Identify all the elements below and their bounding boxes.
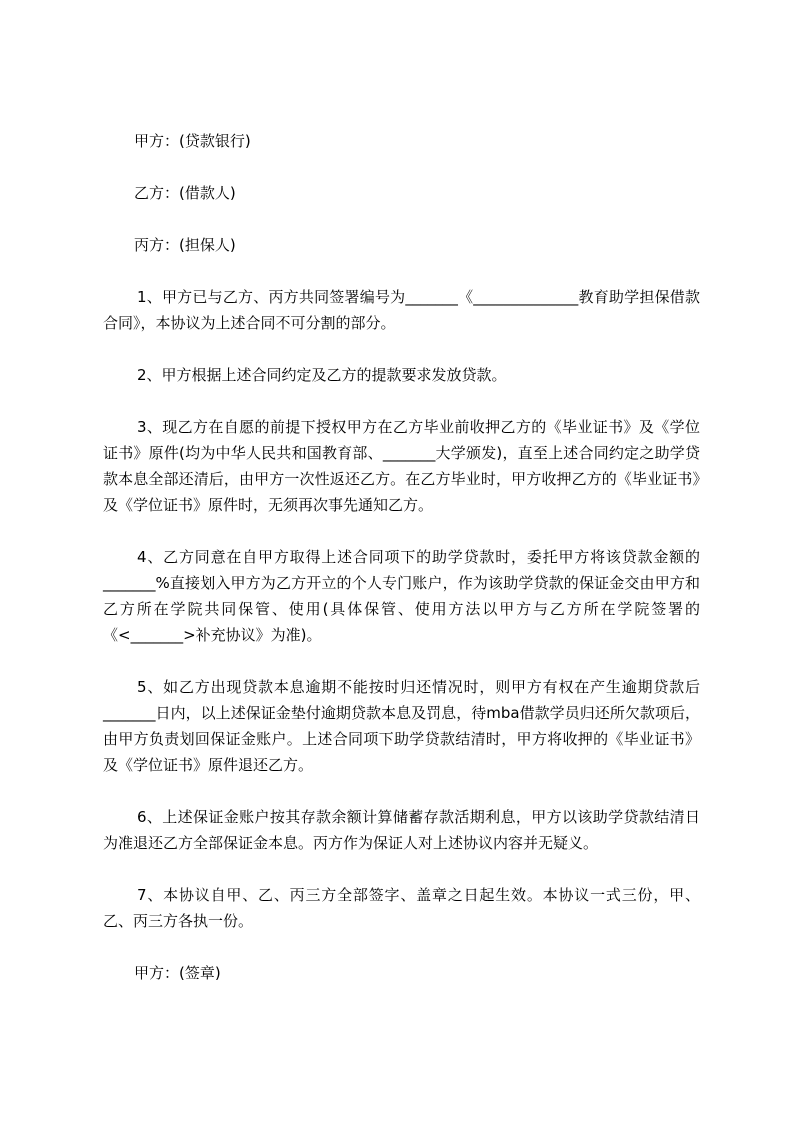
party-a-line: 甲方：(贷款银行) — [134, 132, 251, 150]
clause-5: 5、如乙方出现贷款本息逾期不能按时归还情况时，则甲方有权在产生逾期贷款后_______日内，以上述保证金垫付逾期贷款本息及罚息，待mba借款学员归还所欠款项后，由甲方负责划回保证金账户。上述合同项下助学贷款结清时，甲方将收押的《毕业证书》及《学位证书》原件退还乙方。 — [103, 678, 700, 774]
party-b-line: 乙方：(借款人) — [134, 184, 236, 202]
clause-1: 1、甲方已与乙方、丙方共同签署编号为_______《______________教育助学担保借款合同》，本协议为上述合同不可分割的部分。 — [103, 288, 700, 332]
party-a-signature-line: 甲方：(签章) — [134, 964, 221, 982]
agreement-body — [103, 128, 700, 986]
clause-6: 6、上述保证金账户按其存款余额计算储蓄存款活期利息，甲方以该助学贷款结清日为准退还乙方全部保证金本息。丙方作为保证人对上述协议内容并无疑义。 — [103, 808, 700, 852]
clause-2: 2、甲方根据上述合同约定及乙方的提款要求发放贷款。 — [137, 366, 507, 384]
clause-3: 3、现乙方在自愿的前提下授权甲方在乙方毕业前收押乙方的《毕业证书》及《学位证书》原件(均为中华人民共和国教育部、_______大学颁发)，直至上述合同约定之助学贷款本息全部还清后，由甲方一次性返还乙方。在乙方毕业时，甲方收押乙方的《毕业证书》及《学位证书》原件时，无须再次事先通知乙方。 — [103, 418, 700, 514]
clause-7: 7、本协议自甲、乙、丙三方全部签字、盖章之日起生效。本协议一式三份，甲、乙、丙三方各执一份。 — [103, 886, 700, 930]
clause-4: 4、乙方同意在自甲方取得上述合同项下的助学贷款时，委托甲方将该贷款金额的_______%直接划入甲方为乙方开立的个人专门账户，作为该助学贷款的保证金交由甲方和乙方所在学院共同保管、使用(具体保管、使用方法以甲方与乙方所在学院签署的《<_______>补充协议》为准)。 — [103, 548, 700, 644]
party-c-line: 丙方：(担保人) — [134, 236, 236, 254]
